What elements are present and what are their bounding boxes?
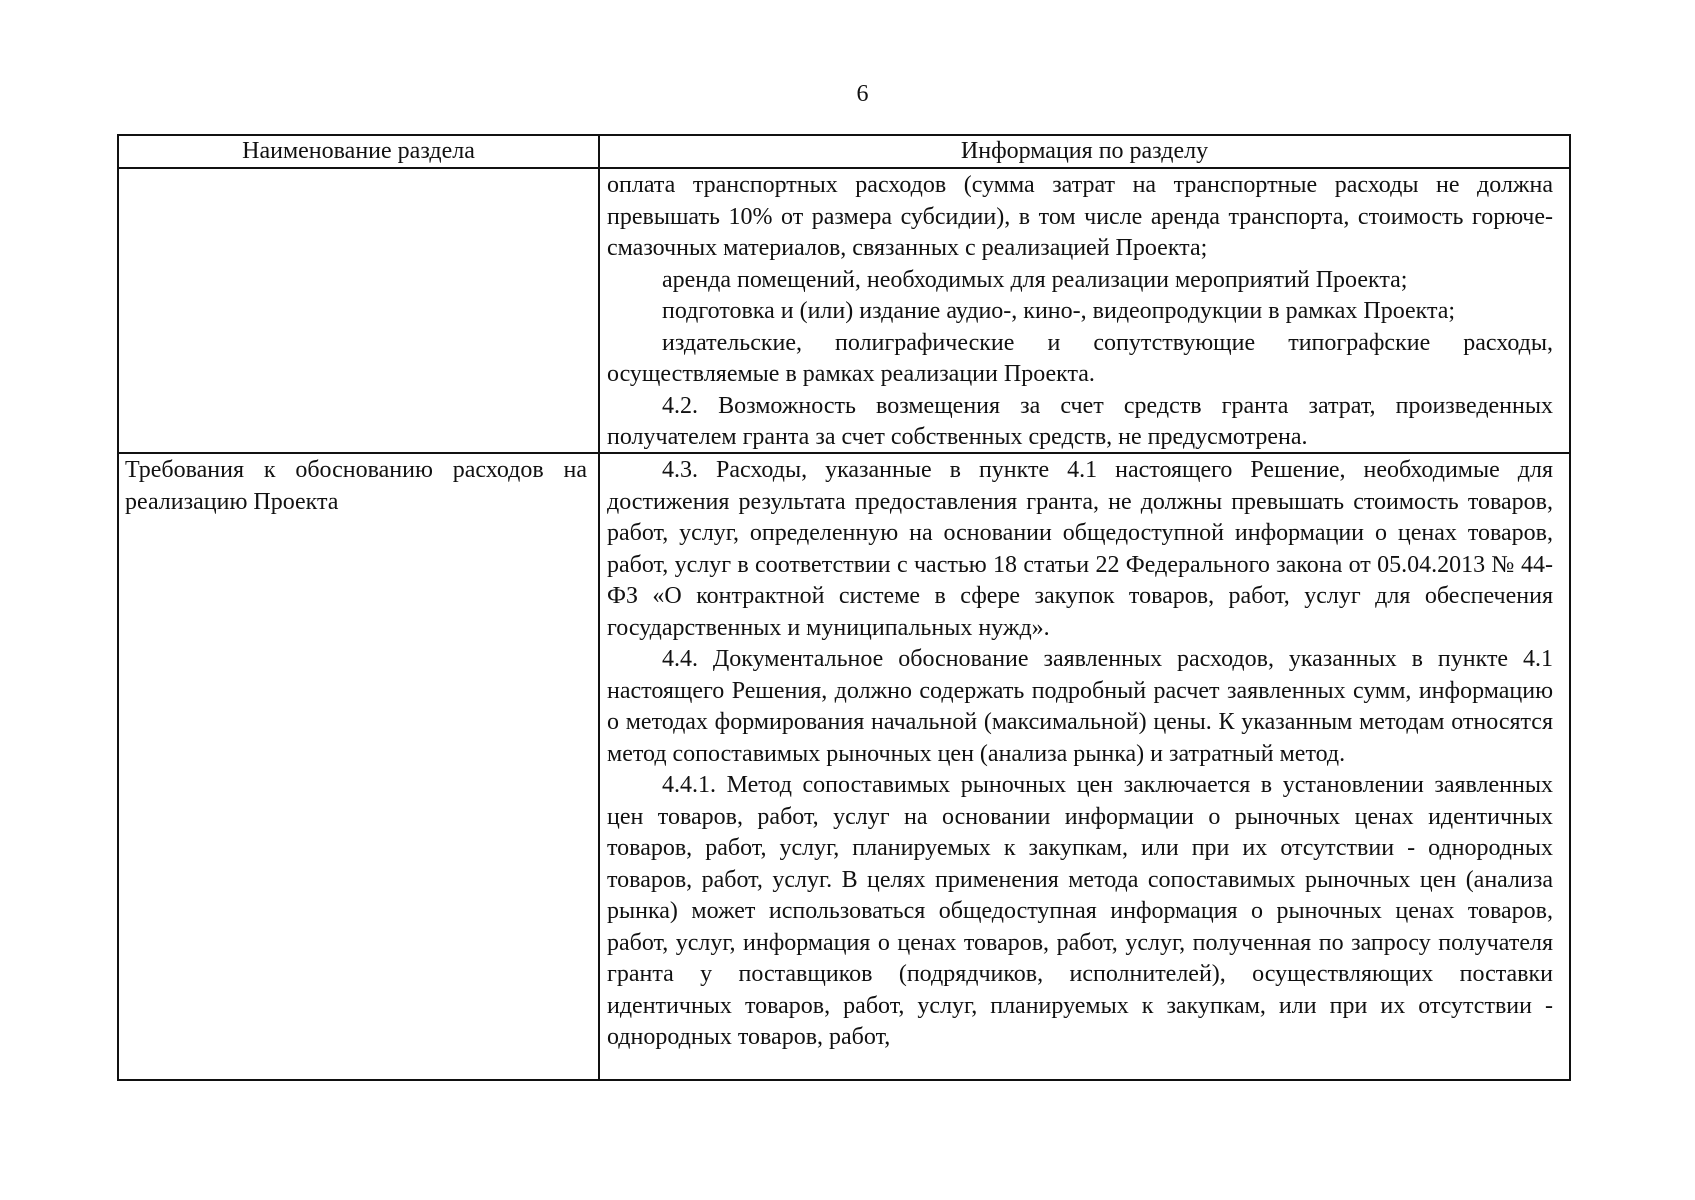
row2-section-name-cell [125, 455, 587, 518]
row1-paragraph: 4.2. Возможность возмещения за счет средств гранта затрат, произведенных получателем гранта за счет собственных средств, не предусмотрена. [607, 392, 1553, 450]
document-table [117, 134, 1571, 1081]
row1-paragraph: подготовка и (или) издание аудио-, кино-, видеопродукции в рамках Проекта; [662, 298, 1456, 324]
header-row-divider [119, 167, 1569, 169]
header-section-info: Информация по разделу [960, 138, 1209, 164]
row2-section-name: Требования к обоснованию расходов на реализацию Проекта [125, 457, 587, 515]
row2-paragraph: 4.3. Расходы, указанные в пункте 4.1 настоящего Решение, необходимые для достижения результата предоставления гранта, не должны превышать стоимость товаров, работ, услуг, определенную на основании общедоступной информации о ценах товаров, работ, услуг в соответствии с частью 18 статьи 22 Федерального закона от 05.04.2013 № 44-ФЗ «О контрактной системе в сфере закупок товаров, работ, услуг для обеспечения государственных и муниципальных нужд». [607, 457, 1553, 641]
row1-paragraph: аренда помещений, необходимых для реализации мероприятий Проекта; [662, 266, 1408, 293]
header-section-name: Наименование раздела [242, 138, 475, 164]
row2-paragraph: 4.4. Документальное обоснование заявленных расходов, указанных в пункте 4.1 настоящего Решения, должно содержать подробный расчет заявленных сумм, информацию о методах формирования начальной (максимальной) цены. К указанным методам относятся метод сопоставимых рыночных цен (анализа рынка) и затратный метод. [607, 646, 1553, 767]
row1-paragraph: издательские, полиграфические и сопутствующие типографские расходы, осуществляемые в рамках реализации Проекта. [607, 329, 1553, 387]
page-number: 6 [856, 81, 869, 107]
row1-info-cell [607, 170, 1553, 454]
row1-paragraph: оплата транспортных расходов (сумма затрат на транспортные расходы не должна превышать 10% от размера субсидии), в том числе аренда транспорта, стоимость горюче-смазочных материалов, связанных с реализацией Проекта; [607, 172, 1553, 261]
row2-paragraph: 4.4.1. Метод сопоставимых рыночных цен заключается в установлении заявленных цен товаров, работ, услуг на основании информации о рыночных ценах идентичных товаров, работ, услуг, планируемых к закупкам, или при их отсутствии - однородных товаров, работ, услуг. В целях применения метода сопоставимых рыночных цен (анализа рынка) может использоваться общедоступная информация о рыночных ценах товаров, работ, услуг, информация о ценах товаров, работ, услуг, полученная по запросу получателя гранта у поставщиков (подрядчиков, исполнителей), осуществляющих поставки идентичных товаров, работ, услуг, планируемых к закупкам, или при их отсутствии - однородных товаров, работ, [607, 772, 1553, 1050]
row2-info-cell [607, 455, 1553, 1054]
column-divider [598, 136, 600, 1079]
